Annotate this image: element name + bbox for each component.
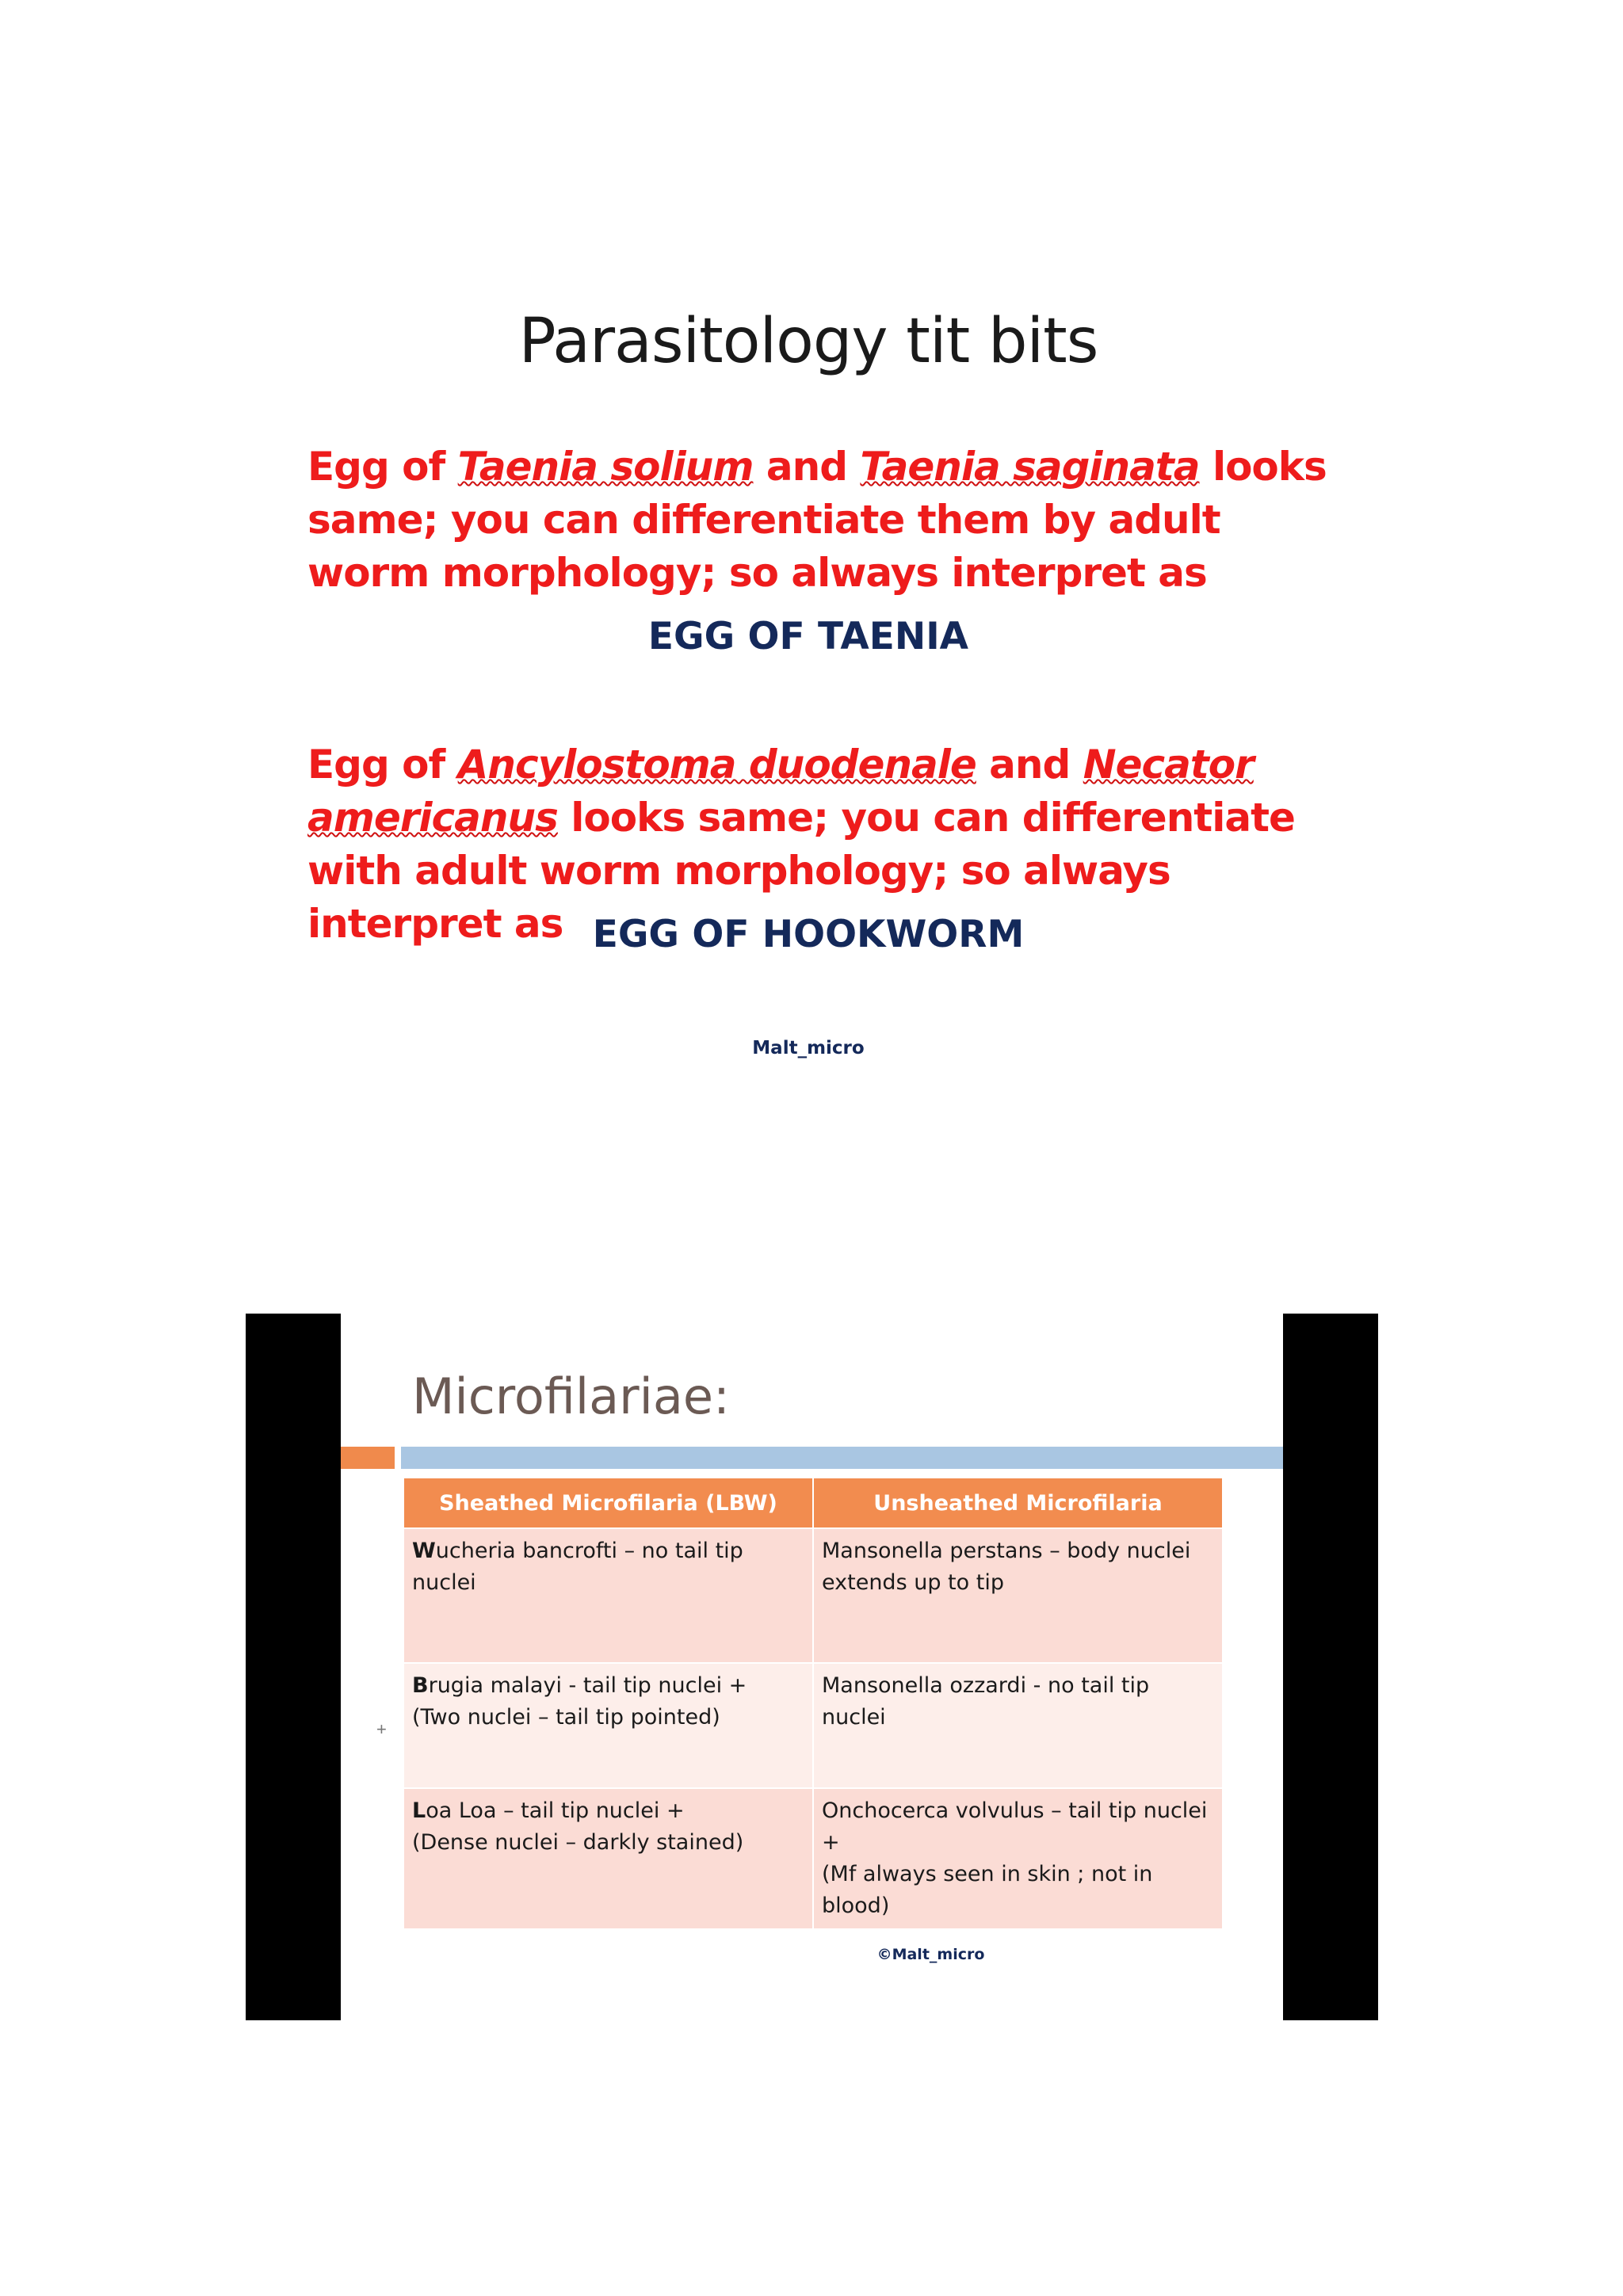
unsheathed-note: (Mf always seen in skin ; not in blood) bbox=[822, 1862, 1153, 1918]
slide1-credit: Malt_micro bbox=[752, 1038, 865, 1058]
initial-letter: W bbox=[412, 1539, 436, 1563]
species-taenia-saginata: Taenia saginata bbox=[860, 444, 1200, 490]
sheathed-text: ucheria bancrofti – no tail tip nuclei bbox=[412, 1539, 743, 1595]
species-taenia-solium: Taenia solium bbox=[457, 444, 754, 490]
sheathed-text: oa Loa – tail tip nuclei + bbox=[426, 1798, 685, 1823]
sheathed-note: (Dense nuclei – darkly stained) bbox=[412, 1830, 744, 1855]
slide1-title: Parasitology tit bits bbox=[518, 306, 1098, 377]
accent-strip-orange bbox=[341, 1447, 395, 1469]
plus-mark: + bbox=[376, 1719, 387, 1739]
header-sheathed: Sheathed Microfilaria (LBW) bbox=[403, 1478, 813, 1528]
unsheathed-text: Onchocerca volvulus – tail tip nuclei + bbox=[822, 1798, 1208, 1855]
hookworm-joiner: and bbox=[976, 742, 1083, 788]
initial-letter: L bbox=[412, 1798, 426, 1823]
slide2-credit: ©Malt_micro bbox=[876, 1946, 985, 1963]
hookworm-rest: looks same; you can differentiate with adult worm morphology; so always interpret as bbox=[307, 795, 1295, 947]
accent-strip-blue bbox=[401, 1447, 1283, 1469]
conclusion-egg-of-hookworm: EGG OF HOOKWORM bbox=[592, 913, 1025, 956]
taenia-joiner: and bbox=[753, 444, 861, 490]
cell-unsheathed bbox=[813, 1788, 1223, 1929]
species-necator-americanus: Necator americanus bbox=[307, 742, 1254, 841]
cell-unsheathed: Mansonella ozzardi - no tail tip nuclei bbox=[813, 1663, 1223, 1788]
taenia-prefix: Egg of bbox=[307, 444, 458, 490]
cell-sheathed bbox=[403, 1788, 813, 1929]
hookworm-prefix: Egg of bbox=[307, 742, 458, 788]
taenia-paragraph bbox=[307, 441, 1338, 600]
slide2-title: Microfilariae: bbox=[412, 1367, 730, 1425]
letterbox-right bbox=[1283, 1314, 1378, 2020]
cell-sheathed bbox=[403, 1663, 813, 1788]
taenia-rest: looks same; you can differentiate them by adult worm morphology; so always interpret as bbox=[307, 444, 1327, 596]
conclusion-egg-of-taenia: EGG OF TAENIA bbox=[647, 615, 969, 658]
header-unsheathed: Unsheathed Microfilaria bbox=[813, 1478, 1223, 1528]
letterbox-left bbox=[246, 1314, 341, 2020]
species-ancylostoma-duodenale: Ancylostoma duodenale bbox=[457, 742, 976, 788]
sheathed-text: rugia malayi - tail tip nuclei + bbox=[428, 1673, 747, 1698]
table-row bbox=[403, 1788, 1223, 1929]
cell-unsheathed: Mansonella perstans – body nuclei extends up to tip bbox=[813, 1528, 1223, 1663]
slide-parasitology-tit-bits bbox=[285, 261, 1331, 1117]
initial-letter: B bbox=[412, 1673, 429, 1698]
table-row bbox=[403, 1528, 1223, 1663]
cell-sheathed bbox=[403, 1528, 813, 1663]
microfilaria-table bbox=[403, 1477, 1224, 1930]
table-header-row bbox=[403, 1478, 1223, 1528]
slide-microfilariae bbox=[246, 1314, 1378, 2020]
sheathed-note: (Two nuclei – tail tip pointed) bbox=[412, 1705, 720, 1730]
table-row bbox=[403, 1663, 1223, 1788]
